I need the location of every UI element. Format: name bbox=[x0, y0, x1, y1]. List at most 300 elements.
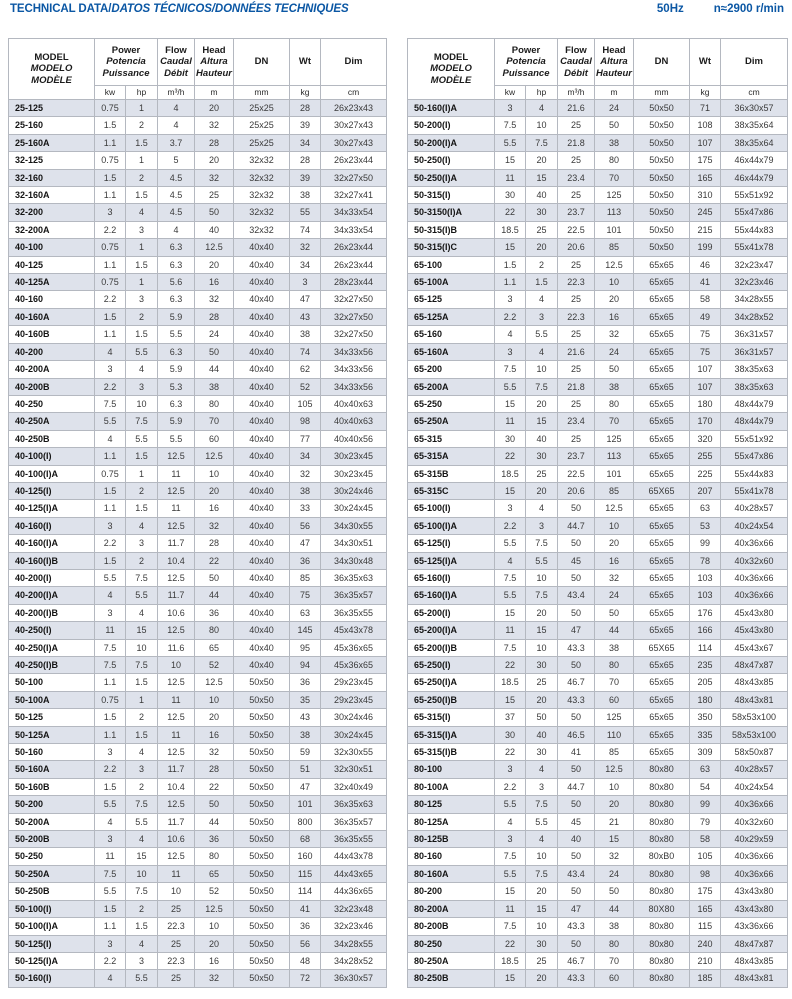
cell-head: 12.5 bbox=[195, 448, 234, 465]
cell-head: 85 bbox=[595, 239, 634, 256]
cell-dn: 40x40 bbox=[234, 552, 290, 569]
cell-head: 12.5 bbox=[195, 900, 234, 917]
table-row bbox=[408, 100, 788, 117]
cell-flow: 11 bbox=[158, 726, 195, 743]
cell-wt: 68 bbox=[290, 831, 321, 848]
cell-dim: 32x27x50 bbox=[321, 291, 387, 308]
table-row bbox=[408, 500, 788, 517]
col-header-dim: Dim bbox=[721, 39, 788, 86]
cell-dn: 65X65 bbox=[634, 639, 690, 656]
cell-wt: 63 bbox=[690, 500, 721, 517]
cell-hp: 40 bbox=[526, 187, 558, 204]
cell-hp: 4 bbox=[126, 831, 158, 848]
cell-hp: 20 bbox=[526, 395, 558, 412]
unit-kw: kw bbox=[95, 86, 126, 100]
cell-dn: 80xB0 bbox=[634, 848, 690, 865]
cell-hp: 25 bbox=[526, 952, 558, 969]
table-row bbox=[9, 500, 387, 517]
table-row bbox=[408, 134, 788, 151]
cell-kw: 3 bbox=[95, 361, 126, 378]
cell-dn: 50x50 bbox=[634, 134, 690, 151]
cell-dim: 34x28x52 bbox=[721, 308, 788, 325]
cell-hp: 3 bbox=[126, 378, 158, 395]
cell-wt: 75 bbox=[690, 326, 721, 343]
cell-kw: 7.5 bbox=[495, 918, 526, 935]
cell-head: 113 bbox=[595, 204, 634, 221]
cell-model: 50-3150(I)A bbox=[408, 204, 495, 221]
cell-flow: 50 bbox=[558, 657, 595, 674]
table-row bbox=[9, 256, 387, 273]
cell-hp: 4 bbox=[526, 831, 558, 848]
cell-wt: 165 bbox=[690, 900, 721, 917]
cell-hp: 2 bbox=[126, 308, 158, 325]
cell-dim: 38x35x63 bbox=[721, 378, 788, 395]
cell-flow: 46.5 bbox=[558, 726, 595, 743]
table-row bbox=[9, 430, 387, 447]
table-row bbox=[9, 744, 387, 761]
cell-model: 65-315(I) bbox=[408, 709, 495, 726]
cell-dn: 40x40 bbox=[234, 256, 290, 273]
cell-hp: 10 bbox=[126, 639, 158, 656]
cell-dn: 65x65 bbox=[634, 622, 690, 639]
cell-dim: 43x43x80 bbox=[721, 883, 788, 900]
cell-dn: 65x65 bbox=[634, 657, 690, 674]
cell-dim: 34x28x52 bbox=[321, 952, 387, 969]
cell-dim: 34x33x56 bbox=[321, 378, 387, 395]
table-row bbox=[9, 343, 387, 360]
cell-model: 25-160A bbox=[9, 134, 95, 151]
cell-kw: 2.2 bbox=[95, 378, 126, 395]
cell-wt: 58 bbox=[690, 291, 721, 308]
cell-hp: 7.5 bbox=[526, 865, 558, 882]
cell-head: 125 bbox=[595, 709, 634, 726]
cell-wt: 59 bbox=[290, 744, 321, 761]
cell-hp: 3 bbox=[126, 291, 158, 308]
table-row bbox=[408, 796, 788, 813]
cell-model: 65-160(I) bbox=[408, 569, 495, 586]
cell-wt: 46 bbox=[690, 256, 721, 273]
cell-head: 16 bbox=[195, 726, 234, 743]
cell-model: 50-315(I)B bbox=[408, 221, 495, 238]
cell-flow: 50 bbox=[558, 604, 595, 621]
cell-dn: 40x40 bbox=[234, 500, 290, 517]
cell-dn: 80x80 bbox=[634, 935, 690, 952]
cell-hp: 2 bbox=[526, 256, 558, 273]
col-header-wt: Wt bbox=[290, 39, 321, 86]
cell-hp: 1 bbox=[126, 465, 158, 482]
table-row bbox=[408, 813, 788, 830]
cell-flow: 10.4 bbox=[158, 552, 195, 569]
cell-wt: 36 bbox=[290, 674, 321, 691]
cell-dim: 48x44x79 bbox=[721, 413, 788, 430]
cell-dn: 80X80 bbox=[634, 900, 690, 917]
cell-dn: 40x40 bbox=[234, 517, 290, 534]
cell-wt: 75 bbox=[690, 343, 721, 360]
table-row bbox=[408, 865, 788, 882]
cell-wt: 74 bbox=[290, 343, 321, 360]
cell-model: 25-125 bbox=[9, 100, 95, 117]
table-row bbox=[9, 587, 387, 604]
cell-dim: 36x35x57 bbox=[321, 587, 387, 604]
table-row bbox=[408, 465, 788, 482]
cell-model: 65-315B bbox=[408, 465, 495, 482]
cell-wt: 54 bbox=[690, 778, 721, 795]
page-title-translations: DATOS TÉCNICOS/DONNÉES TECHNIQUES bbox=[111, 3, 349, 15]
cell-dim: 32x27x41 bbox=[321, 187, 387, 204]
tables-container bbox=[8, 38, 788, 988]
cell-model: 40-100(I) bbox=[9, 448, 95, 465]
cell-hp: 1.5 bbox=[526, 274, 558, 291]
cell-dim: 30x27x43 bbox=[321, 134, 387, 151]
cell-kw: 1.5 bbox=[95, 482, 126, 499]
cell-head: 24 bbox=[595, 587, 634, 604]
cell-dim: 45x43x78 bbox=[321, 622, 387, 639]
cell-wt: 38 bbox=[290, 187, 321, 204]
cell-flow: 11 bbox=[158, 691, 195, 708]
table-row bbox=[9, 569, 387, 586]
technical-data-table-left bbox=[8, 38, 387, 988]
cell-wt: 34 bbox=[290, 448, 321, 465]
cell-model: 80-125 bbox=[408, 796, 495, 813]
cell-flow: 25 bbox=[558, 256, 595, 273]
cell-model: 50-200B bbox=[9, 831, 95, 848]
cell-dn: 65x65 bbox=[634, 674, 690, 691]
cell-head: 32 bbox=[195, 291, 234, 308]
table-row bbox=[9, 395, 387, 412]
cell-model: 50-100(I)A bbox=[9, 918, 95, 935]
table-header bbox=[9, 39, 387, 100]
cell-wt: 53 bbox=[690, 517, 721, 534]
cell-kw: 11 bbox=[495, 169, 526, 186]
cell-dn: 50x50 bbox=[234, 726, 290, 743]
cell-model: 40-160(I) bbox=[9, 517, 95, 534]
cell-head: 38 bbox=[595, 639, 634, 656]
cell-wt: 105 bbox=[690, 848, 721, 865]
cell-head: 65 bbox=[195, 639, 234, 656]
cell-hp: 4 bbox=[126, 517, 158, 534]
cell-dn: 65x65 bbox=[634, 587, 690, 604]
speed-label: n≈2900 r/min bbox=[713, 3, 784, 15]
cell-kw: 1.5 bbox=[495, 256, 526, 273]
cell-hp: 15 bbox=[126, 848, 158, 865]
cell-dim: 40x40x63 bbox=[321, 395, 387, 412]
cell-wt: 320 bbox=[690, 430, 721, 447]
cell-wt: 38 bbox=[290, 326, 321, 343]
cell-head: 85 bbox=[595, 744, 634, 761]
cell-kw: 15 bbox=[495, 239, 526, 256]
cell-kw: 1.5 bbox=[95, 778, 126, 795]
cell-head: 12.5 bbox=[195, 674, 234, 691]
table-row bbox=[9, 691, 387, 708]
table-row bbox=[9, 848, 387, 865]
cell-wt: 74 bbox=[290, 221, 321, 238]
cell-head: 44 bbox=[595, 622, 634, 639]
cell-model: 80-200B bbox=[408, 918, 495, 935]
cell-dim: 32x23x46 bbox=[721, 274, 788, 291]
cell-flow: 12.5 bbox=[158, 482, 195, 499]
table-row bbox=[408, 308, 788, 325]
cell-hp: 7.5 bbox=[526, 796, 558, 813]
cell-head: 24 bbox=[595, 343, 634, 360]
cell-head: 12.5 bbox=[595, 500, 634, 517]
cell-flow: 6.3 bbox=[158, 239, 195, 256]
cell-kw: 3 bbox=[95, 935, 126, 952]
cell-head: 32 bbox=[595, 326, 634, 343]
cell-flow: 25 bbox=[558, 291, 595, 308]
cell-dn: 50x50 bbox=[634, 169, 690, 186]
cell-kw: 5.5 bbox=[495, 535, 526, 552]
cell-flow: 3.7 bbox=[158, 134, 195, 151]
cell-dn: 80x80 bbox=[634, 883, 690, 900]
cell-kw: 11 bbox=[495, 900, 526, 917]
cell-hp: 10 bbox=[526, 361, 558, 378]
table-row bbox=[9, 308, 387, 325]
cell-hp: 1.5 bbox=[126, 326, 158, 343]
table-row bbox=[9, 100, 387, 117]
table-row bbox=[408, 970, 788, 987]
cell-dn: 40x40 bbox=[234, 413, 290, 430]
cell-dim: 55x51x92 bbox=[721, 430, 788, 447]
table-row bbox=[9, 622, 387, 639]
unit-flow: m³/h bbox=[558, 86, 595, 100]
unit-wt: kg bbox=[690, 86, 721, 100]
cell-hp: 30 bbox=[526, 744, 558, 761]
cell-head: 38 bbox=[195, 378, 234, 395]
cell-hp: 30 bbox=[526, 935, 558, 952]
cell-wt: 28 bbox=[290, 100, 321, 117]
cell-flow: 25 bbox=[158, 900, 195, 917]
cell-kw: 4 bbox=[95, 343, 126, 360]
cell-kw: 18.5 bbox=[495, 952, 526, 969]
cell-kw: 2.2 bbox=[495, 517, 526, 534]
cell-flow: 4 bbox=[158, 100, 195, 117]
cell-model: 65-200(I)B bbox=[408, 639, 495, 656]
cell-kw: 15 bbox=[495, 883, 526, 900]
cell-wt: 78 bbox=[690, 552, 721, 569]
cell-dim: 48x47x87 bbox=[721, 657, 788, 674]
cell-head: 38 bbox=[595, 134, 634, 151]
cell-dn: 40x40 bbox=[234, 378, 290, 395]
cell-wt: 225 bbox=[690, 465, 721, 482]
cell-dn: 50x50 bbox=[234, 744, 290, 761]
unit-head: m bbox=[595, 86, 634, 100]
cell-hp: 10 bbox=[526, 918, 558, 935]
table-row bbox=[9, 465, 387, 482]
cell-head: 65 bbox=[195, 865, 234, 882]
cell-dn: 40x40 bbox=[234, 308, 290, 325]
cell-dn: 80x80 bbox=[634, 778, 690, 795]
cell-head: 44 bbox=[195, 587, 234, 604]
cell-dim: 40x36x66 bbox=[721, 587, 788, 604]
col-header-head: Head Altura Hauteur bbox=[195, 39, 234, 86]
table-row bbox=[408, 378, 788, 395]
cell-wt: 32 bbox=[290, 239, 321, 256]
frequency-label: 50Hz bbox=[656, 3, 684, 15]
cell-kw: 7.5 bbox=[95, 657, 126, 674]
table-row bbox=[408, 883, 788, 900]
cell-wt: 94 bbox=[290, 657, 321, 674]
cell-dn: 65x65 bbox=[634, 709, 690, 726]
cell-wt: 79 bbox=[690, 813, 721, 830]
cell-hp: 4 bbox=[526, 343, 558, 360]
cell-wt: 99 bbox=[690, 796, 721, 813]
cell-kw: 15 bbox=[495, 970, 526, 987]
unit-dn: mm bbox=[234, 86, 290, 100]
cell-flow: 23.4 bbox=[558, 169, 595, 186]
cell-dn: 50x50 bbox=[234, 883, 290, 900]
cell-head: 80 bbox=[195, 395, 234, 412]
cell-flow: 12.5 bbox=[158, 517, 195, 534]
cell-model: 80-200 bbox=[408, 883, 495, 900]
cell-wt: 36 bbox=[290, 552, 321, 569]
cell-model: 50-200A bbox=[9, 813, 95, 830]
col-header-dn: DN bbox=[234, 39, 290, 86]
cell-dim: 44x36x65 bbox=[321, 883, 387, 900]
cell-wt: 108 bbox=[690, 117, 721, 134]
cell-dn: 40x40 bbox=[234, 639, 290, 656]
cell-flow: 11.7 bbox=[158, 813, 195, 830]
cell-model: 50-200 bbox=[9, 796, 95, 813]
cell-flow: 40 bbox=[558, 831, 595, 848]
cell-wt: 43 bbox=[290, 308, 321, 325]
table-row bbox=[408, 935, 788, 952]
cell-hp: 7.5 bbox=[126, 657, 158, 674]
cell-flow: 43.3 bbox=[558, 970, 595, 987]
cell-model: 40-100(I)A bbox=[9, 465, 95, 482]
table-header bbox=[408, 39, 788, 100]
cell-head: 20 bbox=[195, 935, 234, 952]
cell-dn: 65x65 bbox=[634, 535, 690, 552]
cell-model: 65-100A bbox=[408, 274, 495, 291]
cell-hp: 7.5 bbox=[126, 883, 158, 900]
cell-hp: 3 bbox=[526, 517, 558, 534]
cell-hp: 3 bbox=[526, 308, 558, 325]
cell-wt: 309 bbox=[690, 744, 721, 761]
cell-model: 65-125(I)A bbox=[408, 552, 495, 569]
cell-hp: 2 bbox=[126, 169, 158, 186]
cell-model: 65-125A bbox=[408, 308, 495, 325]
cell-head: 24 bbox=[595, 100, 634, 117]
table-row bbox=[408, 918, 788, 935]
cell-head: 50 bbox=[595, 361, 634, 378]
cell-flow: 43.4 bbox=[558, 865, 595, 882]
cell-dim: 36x35x55 bbox=[321, 604, 387, 621]
cell-dn: 65x65 bbox=[634, 343, 690, 360]
cell-wt: 175 bbox=[690, 883, 721, 900]
cell-head: 32 bbox=[195, 117, 234, 134]
cell-dn: 32x32 bbox=[234, 204, 290, 221]
table-row bbox=[408, 482, 788, 499]
cell-kw: 3 bbox=[495, 761, 526, 778]
cell-head: 113 bbox=[595, 448, 634, 465]
cell-head: 25 bbox=[195, 187, 234, 204]
cell-wt: 77 bbox=[290, 430, 321, 447]
cell-flow: 20.6 bbox=[558, 239, 595, 256]
cell-dim: 40x29x59 bbox=[721, 831, 788, 848]
cell-flow: 11 bbox=[158, 465, 195, 482]
cell-hp: 25 bbox=[526, 674, 558, 691]
cell-dim: 34x28x55 bbox=[721, 291, 788, 308]
cell-dim: 32x30x55 bbox=[321, 744, 387, 761]
cell-dn: 40x40 bbox=[234, 395, 290, 412]
cell-dim: 34x33x56 bbox=[321, 361, 387, 378]
cell-kw: 3 bbox=[95, 517, 126, 534]
cell-dn: 50x50 bbox=[234, 778, 290, 795]
cell-wt: 62 bbox=[290, 361, 321, 378]
cell-flow: 6.3 bbox=[158, 395, 195, 412]
cell-model: 40-100 bbox=[9, 239, 95, 256]
cell-head: 16 bbox=[195, 274, 234, 291]
cell-flow: 21.8 bbox=[558, 134, 595, 151]
cell-dn: 65x65 bbox=[634, 291, 690, 308]
cell-kw: 3 bbox=[95, 204, 126, 221]
cell-hp: 2 bbox=[126, 117, 158, 134]
cell-dim: 30x24x46 bbox=[321, 482, 387, 499]
cell-wt: 105 bbox=[290, 395, 321, 412]
cell-dim: 46x44x79 bbox=[721, 152, 788, 169]
cell-dim: 36x31x57 bbox=[721, 326, 788, 343]
cell-dn: 40x40 bbox=[234, 361, 290, 378]
cell-flow: 43.3 bbox=[558, 918, 595, 935]
cell-model: 32-200A bbox=[9, 221, 95, 238]
cell-model: 40-160B bbox=[9, 326, 95, 343]
table-row bbox=[408, 674, 788, 691]
cell-hp: 5.5 bbox=[526, 326, 558, 343]
cell-hp: 1.5 bbox=[126, 918, 158, 935]
cell-dim: 40x28x57 bbox=[721, 761, 788, 778]
cell-dim: 45x43x67 bbox=[721, 639, 788, 656]
cell-kw: 22 bbox=[495, 744, 526, 761]
cell-head: 125 bbox=[595, 187, 634, 204]
table-row bbox=[9, 221, 387, 238]
cell-dn: 65x65 bbox=[634, 691, 690, 708]
cell-model: 65-250(I)B bbox=[408, 691, 495, 708]
cell-hp: 2 bbox=[126, 778, 158, 795]
cell-head: 44 bbox=[595, 900, 634, 917]
cell-dn: 80x80 bbox=[634, 813, 690, 830]
col-header-model: MODEL MODELO MODÈLE bbox=[9, 39, 95, 100]
cell-head: 101 bbox=[595, 221, 634, 238]
cell-head: 38 bbox=[595, 378, 634, 395]
cell-head: 38 bbox=[595, 918, 634, 935]
cell-head: 16 bbox=[595, 552, 634, 569]
cell-flow: 11 bbox=[158, 500, 195, 517]
cell-flow: 12.5 bbox=[158, 569, 195, 586]
cell-hp: 25 bbox=[526, 465, 558, 482]
cell-model: 40-250(I) bbox=[9, 622, 95, 639]
cell-dim: 48x43x85 bbox=[721, 952, 788, 969]
cell-wt: 36 bbox=[290, 918, 321, 935]
cell-dim: 40x24x54 bbox=[721, 517, 788, 534]
cell-model: 65-160A bbox=[408, 343, 495, 360]
cell-kw: 3 bbox=[95, 831, 126, 848]
cell-head: 10 bbox=[195, 465, 234, 482]
cell-dim: 48x43x85 bbox=[721, 674, 788, 691]
cell-model: 40-250(I)A bbox=[9, 639, 95, 656]
cell-model: 65-200A bbox=[408, 378, 495, 395]
cell-wt: 115 bbox=[290, 865, 321, 882]
cell-kw: 3 bbox=[495, 500, 526, 517]
cell-kw: 15 bbox=[495, 482, 526, 499]
cell-dn: 65x65 bbox=[634, 604, 690, 621]
cell-flow: 50 bbox=[558, 883, 595, 900]
cell-kw: 7.5 bbox=[95, 865, 126, 882]
cell-wt: 310 bbox=[690, 187, 721, 204]
table-row bbox=[9, 204, 387, 221]
cell-model: 25-160 bbox=[9, 117, 95, 134]
col-header-flow: Flow Caudal Débit bbox=[558, 39, 595, 86]
cell-head: 80 bbox=[595, 657, 634, 674]
